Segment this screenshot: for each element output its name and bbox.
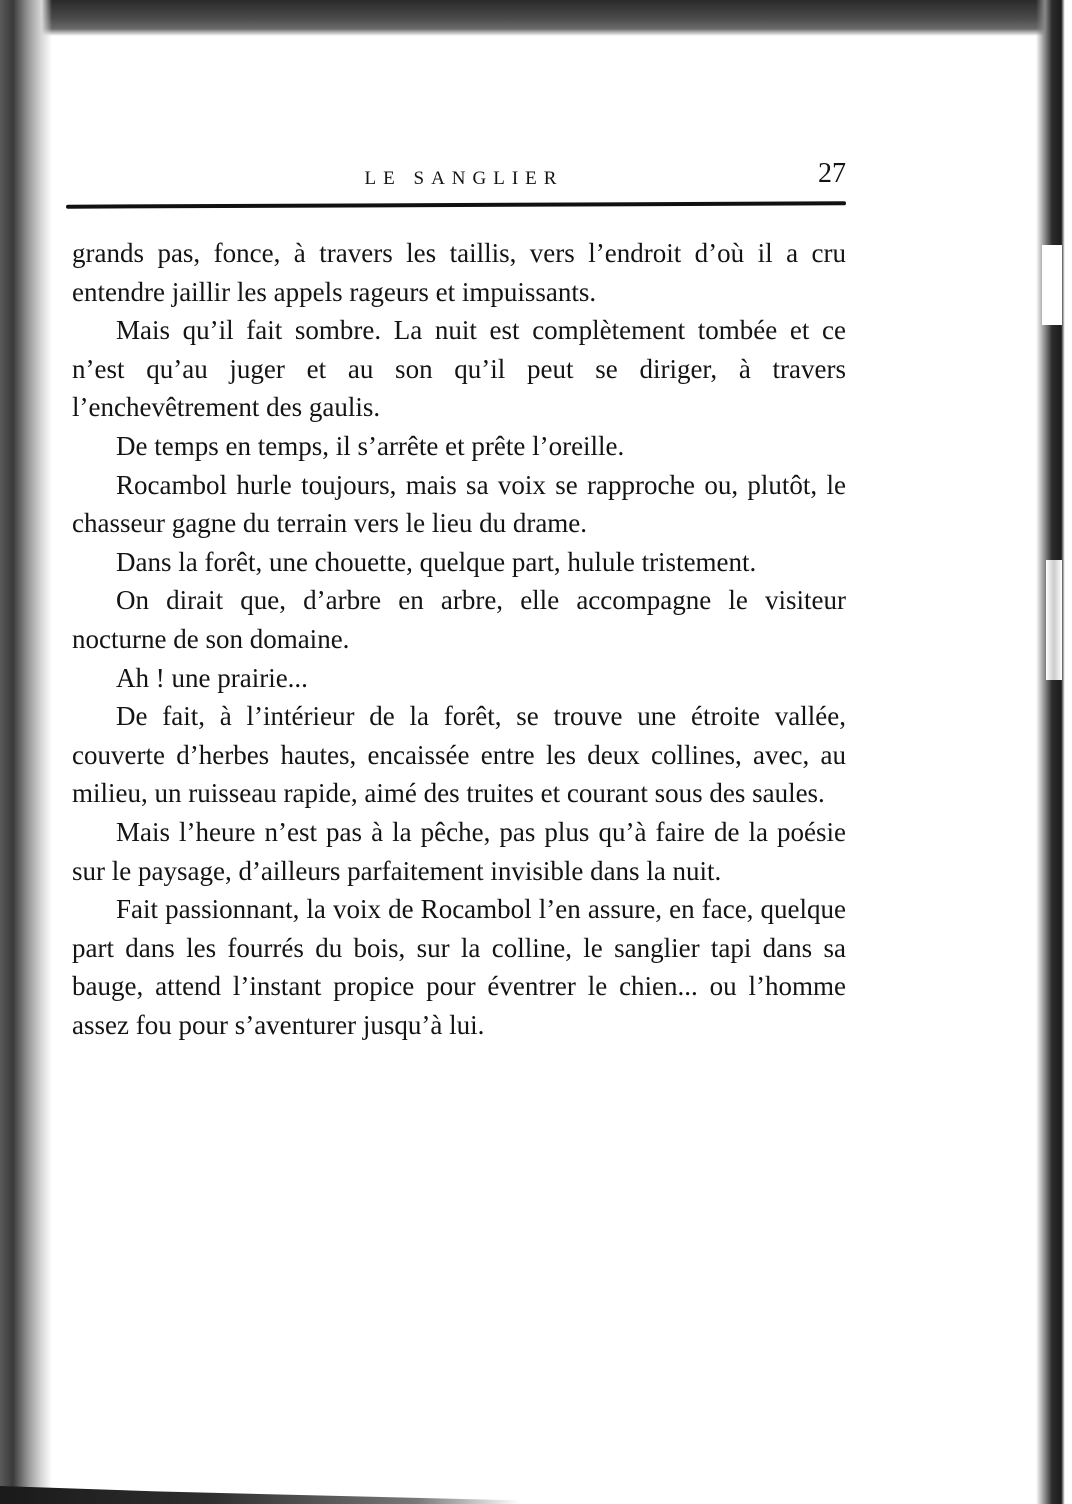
running-title: LE SANGLIER <box>364 168 564 189</box>
paragraph: Dans la forêt, une chouette, quelque part, hulule tristement. <box>116 546 757 577</box>
header-rule <box>66 201 846 208</box>
book-page <box>72 150 846 1040</box>
paragraph: Fait passionnant, la voix de Rocambol l’en assure, en face, quelque part dans les fourrés du bois, sur la colline, le sanglier tapi dans sa bauge, attend l’instant propice pour éventrer le chien... ou l’homme assez fou pour s’aventurer jusqu’à lui. <box>72 894 846 1040</box>
paragraph: Rocambol hurle toujours, mais sa voix se rapproche ou, plutôt, le chasseur gagne du terrain vers le lieu du drame. <box>72 469 846 539</box>
paragraph: Ah ! une prairie... <box>116 662 308 693</box>
paragraph: grands pas, fonce, à travers les taillis, vers l’endroit d’où il a cru entendre jaillir les appels rageurs et impuissants. <box>72 238 846 307</box>
paragraph: De fait, à l’intérieur de la forêt, se trouve une étroite vallée, couverte d’herbes hautes, encaissée entre les deux collines, avec, au milieu, un ruisseau rapide, aimé des truites et courant sous des saules. <box>72 701 846 809</box>
paragraph: On dirait que, d’arbre en arbre, elle accompagne le visiteur nocturne de son domaine. <box>72 585 846 654</box>
scan-border-right <box>1036 0 1072 1504</box>
scan-border-gap <box>1042 245 1062 325</box>
paragraph: Mais qu’il fait sombre. La nuit est complètement tombée et ce n’est qu’au juger et au son qu’il peut se diriger, à travers l’enchevêtrement des gaulis. <box>72 315 846 423</box>
paragraph: De temps en temps, il s’arrête et prête l’oreille. <box>116 430 625 461</box>
scan-border-left <box>0 0 52 1504</box>
body-text <box>72 234 846 1044</box>
paragraph: Mais l’heure n’est pas à la pêche, pas plus qu’à faire de la poésie sur le paysage, d’ailleurs parfaitement invisible dans la nuit. <box>72 816 846 886</box>
scan-border-gap <box>1046 560 1062 680</box>
page-number: 27 <box>818 158 846 189</box>
scan-border-top <box>0 0 1072 36</box>
scan-border-bottom <box>0 1486 520 1504</box>
running-head <box>72 150 846 194</box>
